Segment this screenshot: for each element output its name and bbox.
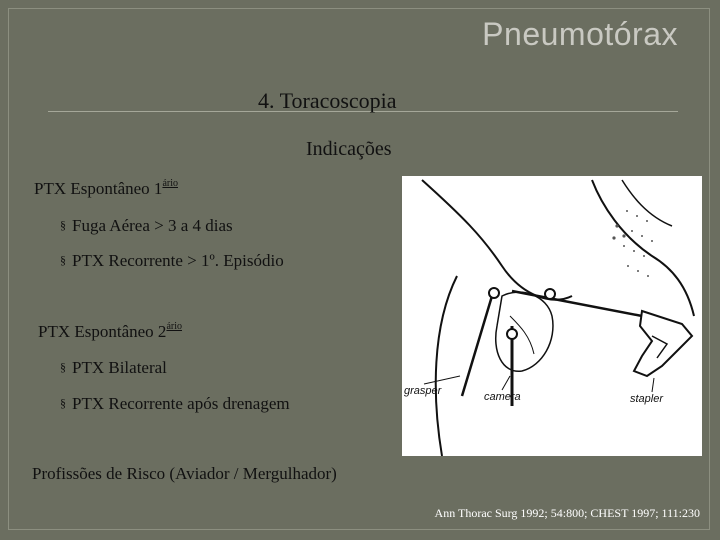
camera-port (507, 329, 517, 339)
grasper-leader (424, 376, 460, 384)
label-camera: camera (484, 391, 521, 403)
bullet-mark: § (60, 253, 66, 267)
group2-heading (38, 321, 182, 342)
body-contour (422, 180, 572, 300)
stapler-trigger (652, 336, 667, 358)
stapler-handle (634, 311, 692, 376)
bullet-mark: § (60, 218, 66, 232)
rib-dots (612, 210, 653, 277)
grasper-shaft (462, 296, 492, 396)
group1-heading-text: PTX Espontâneo 1 (34, 179, 163, 198)
grasper-port (489, 288, 499, 298)
arm-inner (622, 180, 672, 226)
bullet-mark: § (60, 360, 66, 374)
bullet-item (60, 358, 167, 378)
slide-subtitle: 4. Toracoscopia (258, 88, 397, 113)
bullet-text: PTX Recorrente > 1º. Episódio (72, 251, 284, 270)
slide-title: Pneumotórax (482, 16, 678, 52)
camera-leader (502, 376, 510, 390)
stapler-leader (652, 378, 654, 392)
label-grasper: grasper (404, 385, 442, 397)
illustration-svg (402, 176, 702, 456)
bullet-item (60, 216, 233, 236)
risk-professions: Profissões de Risco (Aviador / Mergulhador) (32, 464, 337, 483)
group2-heading-text: PTX Espontâneo 2 (38, 322, 167, 341)
label-stapler: stapler (630, 393, 664, 405)
stapler-shaft (512, 291, 642, 316)
bullet-item (60, 394, 290, 414)
group1-heading (34, 178, 178, 199)
bullet-text: PTX Bilateral (72, 358, 167, 377)
thoracoscopy-illustration (402, 176, 702, 456)
torso-contour (436, 276, 457, 456)
bullet-mark: § (60, 396, 66, 410)
bullet-item (60, 251, 284, 271)
group2-superscript: ário (166, 321, 182, 332)
stapler-port (545, 289, 555, 299)
section-heading: Indicações (306, 138, 392, 160)
bullet-text: Fuga Aérea > 3 a 4 dias (72, 216, 233, 235)
citation: Ann Thorac Surg 1992; 54:800; CHEST 1997; 111:230 (434, 506, 700, 520)
arm-contour (592, 180, 694, 316)
group1-superscript: ário (162, 178, 178, 189)
bullet-text: PTX Recorrente após drenagem (72, 394, 290, 413)
